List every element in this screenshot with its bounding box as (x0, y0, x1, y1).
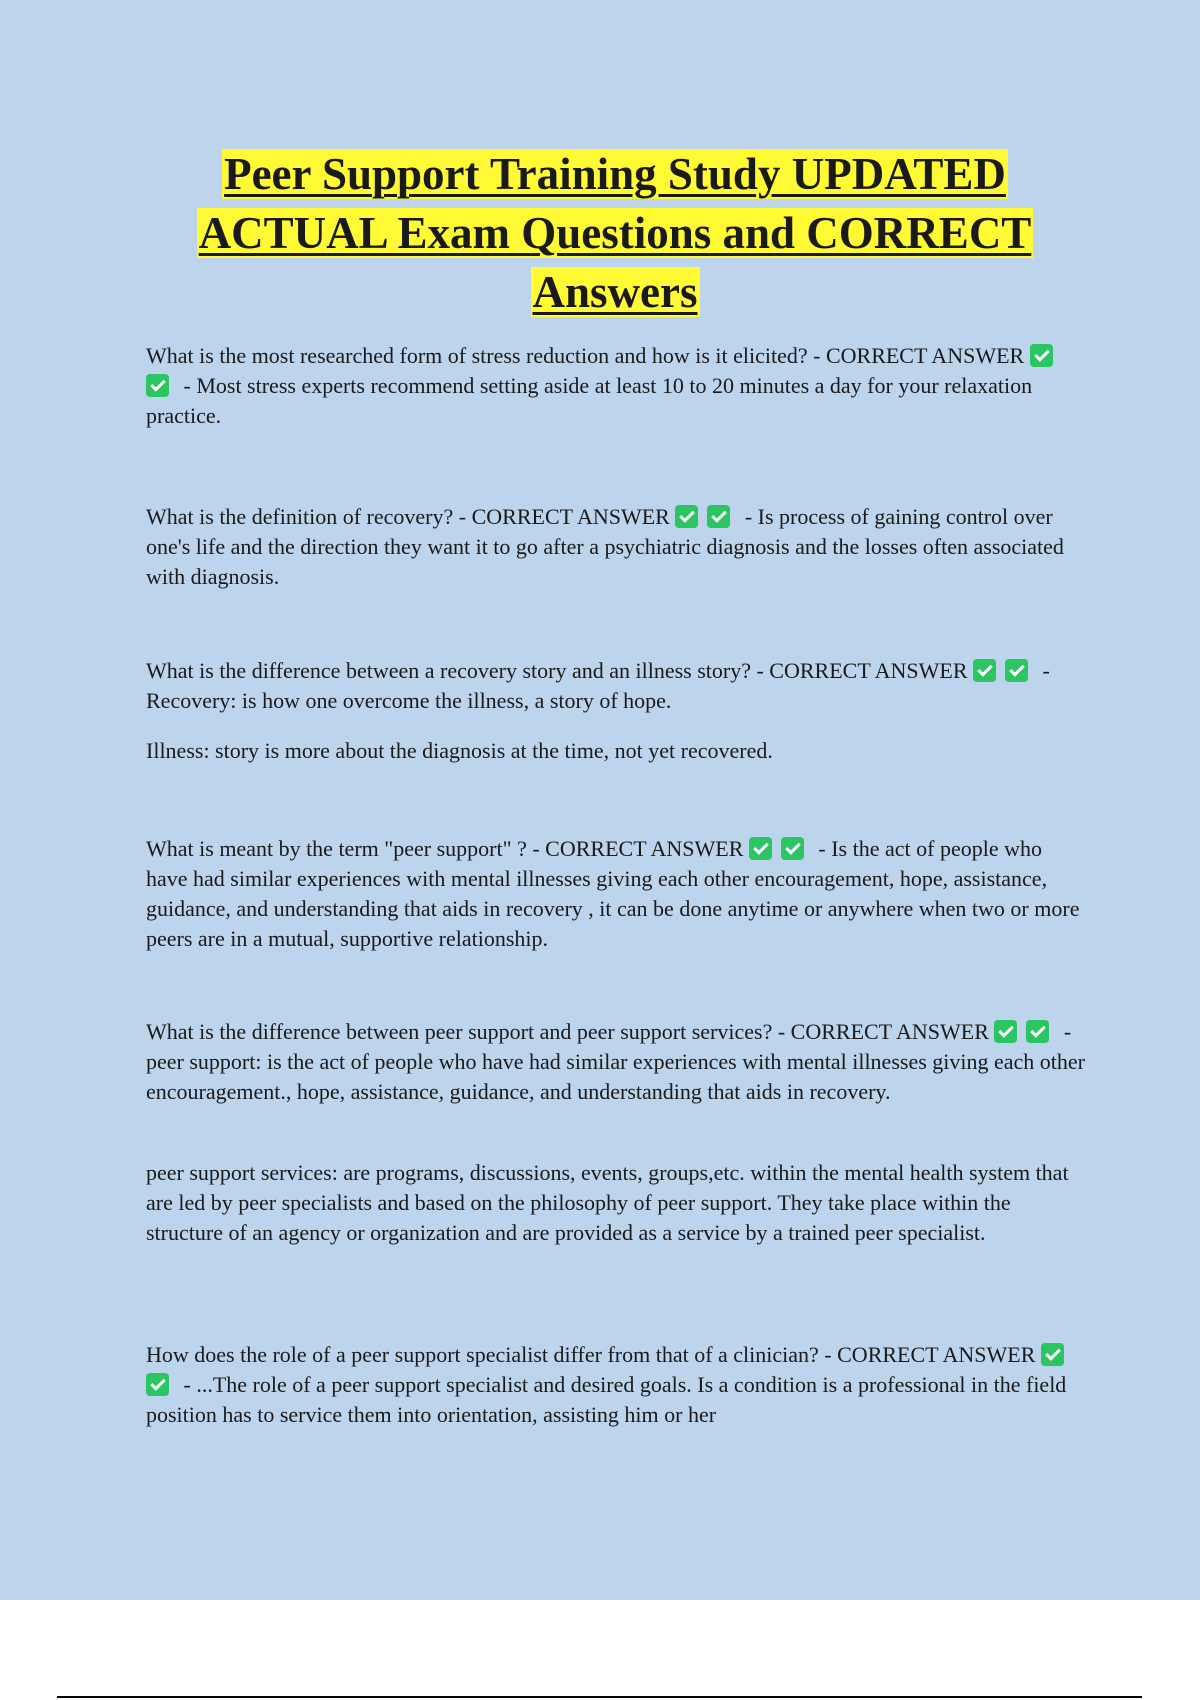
check-mark-icon (1030, 344, 1053, 367)
answer-text: - Is the act of people who have had similar experiences with mental illnesses giving each other encouragement, hope, assistance, guidance, and understanding that aids in recovery , it can be done anytime or anywhere when two or more peers are in a mutual, supportive relationship. (146, 836, 1080, 951)
question-text: What is the definition of recovery? - CORRECT ANSWER (146, 504, 670, 529)
qa-item-2 (146, 502, 1086, 592)
check-mark-icon (675, 505, 698, 528)
footer-divider (57, 1696, 1142, 1698)
qa-item-6 (146, 1340, 1086, 1430)
question-text: What is the difference between peer support and peer support services? - CORRECT ANSWER (146, 1019, 989, 1044)
check-mark-icon (781, 837, 804, 860)
question-text: What is meant by the term "peer support" ? - CORRECT ANSWER (146, 836, 744, 861)
title-line-1: Peer Support Training Study UPDATED (224, 149, 1006, 199)
qa-item-5 (146, 1017, 1086, 1107)
qa-item-4 (146, 834, 1086, 954)
check-mark-icon (1041, 1343, 1064, 1366)
title-line-2: ACTUAL Exam Questions and CORRECT (198, 208, 1032, 258)
answer-text: - Recovery: is how one overcome the illness, a story of hope. (146, 658, 1050, 713)
check-mark-icon (1005, 659, 1028, 682)
check-mark-icon (994, 1020, 1017, 1043)
check-mark-icon (973, 659, 996, 682)
question-text: What is the most researched form of stress reduction and how is it elicited? - CORRECT ANSWER (146, 343, 1025, 368)
answer-text: - Is process of gaining control over one's life and the direction they want it to go after a psychiatric diagnosis and the losses often associated with diagnosis. (146, 504, 1064, 589)
check-mark-icon (749, 837, 772, 860)
title-line-3: Answers (532, 267, 698, 317)
qa-item-5-extra: peer support services: are programs, discussions, events, groups,etc. within the mental health system that are led by peer specialists and based on the philosophy of peer support. They take place within the structure of an agency or organization and are provided as a service by a trained peer specialist. (146, 1160, 1069, 1245)
question-text: What is the difference between a recovery story and an illness story? - CORRECT ANSWER (146, 658, 968, 683)
qa-item-3-extra: Illness: story is more about the diagnosis at the time, not yet recovered. (146, 738, 773, 763)
answer-text: - ...The role of a peer support specialist and desired goals. Is a condition is a professional in the field position has to service them into orientation, assisting him or her (146, 1372, 1067, 1427)
qa-item-1 (146, 341, 1086, 431)
check-mark-icon (146, 1373, 169, 1396)
question-text: How does the role of a peer support specialist differ from that of a clinician? - CORRECT ANSWER (146, 1342, 1036, 1367)
check-mark-icon (1026, 1020, 1049, 1043)
qa-item-3 (146, 656, 1086, 716)
answer-text: - Most stress experts recommend setting aside at least 10 to 20 minutes a day for your relaxation practice. (146, 373, 1033, 428)
document-title (140, 145, 1090, 322)
check-mark-icon (707, 505, 730, 528)
check-mark-icon (146, 374, 169, 397)
answer-text: - peer support: is the act of people who have had similar experiences with mental illnesses giving each other encouragement., hope, assistance, guidance, and understanding that aids in recovery. (146, 1019, 1085, 1104)
